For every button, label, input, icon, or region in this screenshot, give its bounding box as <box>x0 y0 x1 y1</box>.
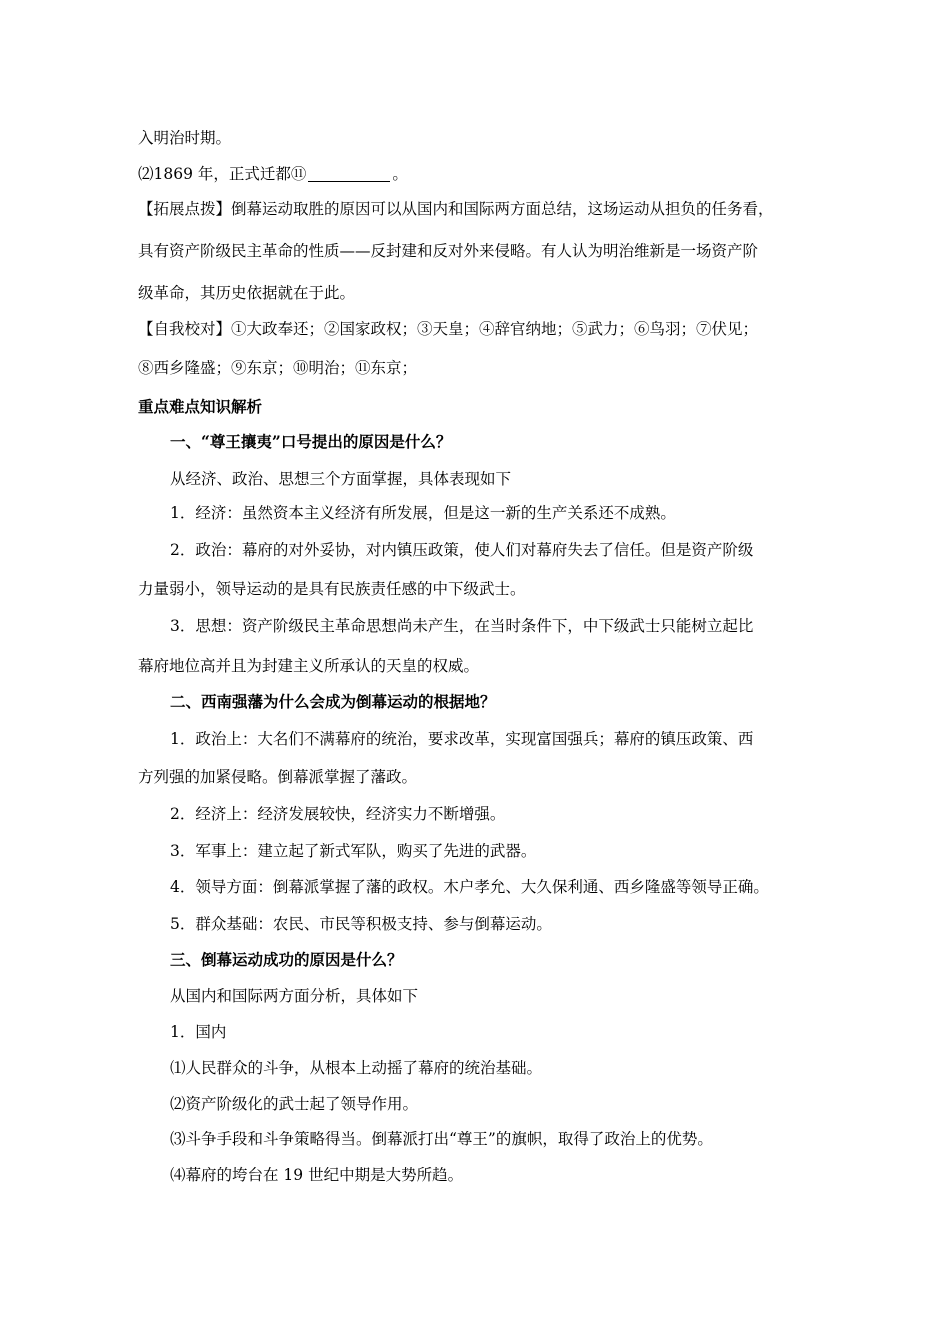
text-line: 2．政治：幕府的对外妥协，对内镇压政策，使人们对幕府失去了信任。但是资产阶级 <box>170 541 754 559</box>
text-line: ⑶斗争手段和斗争策略得当。倒幕派打出“尊王”的旗帜，取得了政治上的优势。 <box>170 1130 713 1148</box>
text-line: 力量弱小，领导运动的是具有民族责任感的中下级武士。 <box>138 580 526 598</box>
text-line: 【拓展点拨】倒幕运动取胜的原因可以从国内和国际两方面总结，这场运动从担负的任务看， <box>138 200 774 218</box>
text-line: 3．思想：资产阶级民主革命思想尚未产生，在当时条件下，中下级武士只能树立起比 <box>170 617 754 635</box>
question-heading: 二、西南强藩为什么会成为倒幕运动的根据地？ <box>170 692 496 711</box>
text-line: 【自我校对】①大政奉还；②国家政权；③天皇；④辞官纳地；⑤武力；⑥鸟羽；⑦伏见； <box>138 320 759 338</box>
text-line: 5．群众基础：农民、市民等积极支持、参与倒幕运动。 <box>170 915 552 933</box>
text-line: 4．领导方面：倒幕派掌握了藩的政权。木户孝允、大久保利通、西乡隆盛等领导正确。 <box>170 878 769 896</box>
text-line-part: 。 <box>392 165 408 183</box>
text-line: 从经济、政治、思想三个方面掌握，具体表现如下 <box>170 470 512 488</box>
question-heading: 三、倒幕运动成功的原因是什么？ <box>170 950 403 969</box>
text-line: 2．经济上：经济发展较快，经济实力不断增强。 <box>170 805 506 823</box>
text-line: 1．经济：虽然资本主义经济有所发展，但是这一新的生产关系还不成熟。 <box>170 504 676 522</box>
text-line-part: ⑵1869 年，正式迁都⑪ <box>138 165 307 183</box>
fill-blank <box>308 165 390 182</box>
text-line: ⑷幕府的垮台在 19 世纪中期是大势所趋。 <box>170 1166 464 1184</box>
text-line: 3．军事上：建立起了新式军队，购买了先进的武器。 <box>170 842 537 860</box>
text-line: ⑧西乡隆盛；⑨东京；⑩明治；⑪东京； <box>138 359 418 377</box>
text-line: 具有资产阶级民主革命的性质——反封建和反对外来侵略。有人认为明治维新是一场资产阶 <box>138 242 759 260</box>
text-line <box>138 163 408 185</box>
text-line: ⑴人民群众的斗争，从根本上动摇了幕府的统治基础。 <box>170 1059 543 1077</box>
section-heading: 重点难点知识解析 <box>138 397 263 416</box>
text-line: 1．国内 <box>170 1023 227 1041</box>
text-line: 1．政治上：大名们不满幕府的统治，要求改革，实现富国强兵；幕府的镇压政策、西 <box>170 730 754 748</box>
text-line: 从国内和国际两方面分析，具体如下 <box>170 987 419 1005</box>
question-heading: 一、“尊王攘夷”口号提出的原因是什么？ <box>170 432 452 451</box>
text-line: 方列强的加紧侵略。倒幕派掌握了藩政。 <box>138 768 418 786</box>
text-line: 级革命，其历史依据就在于此。 <box>138 284 356 302</box>
text-line: ⑵资产阶级化的武士起了领导作用。 <box>170 1095 419 1113</box>
text-line: 入明治时期。 <box>138 129 232 147</box>
text-line: 幕府地位高并且为封建主义所承认的天皇的权威。 <box>138 657 480 675</box>
